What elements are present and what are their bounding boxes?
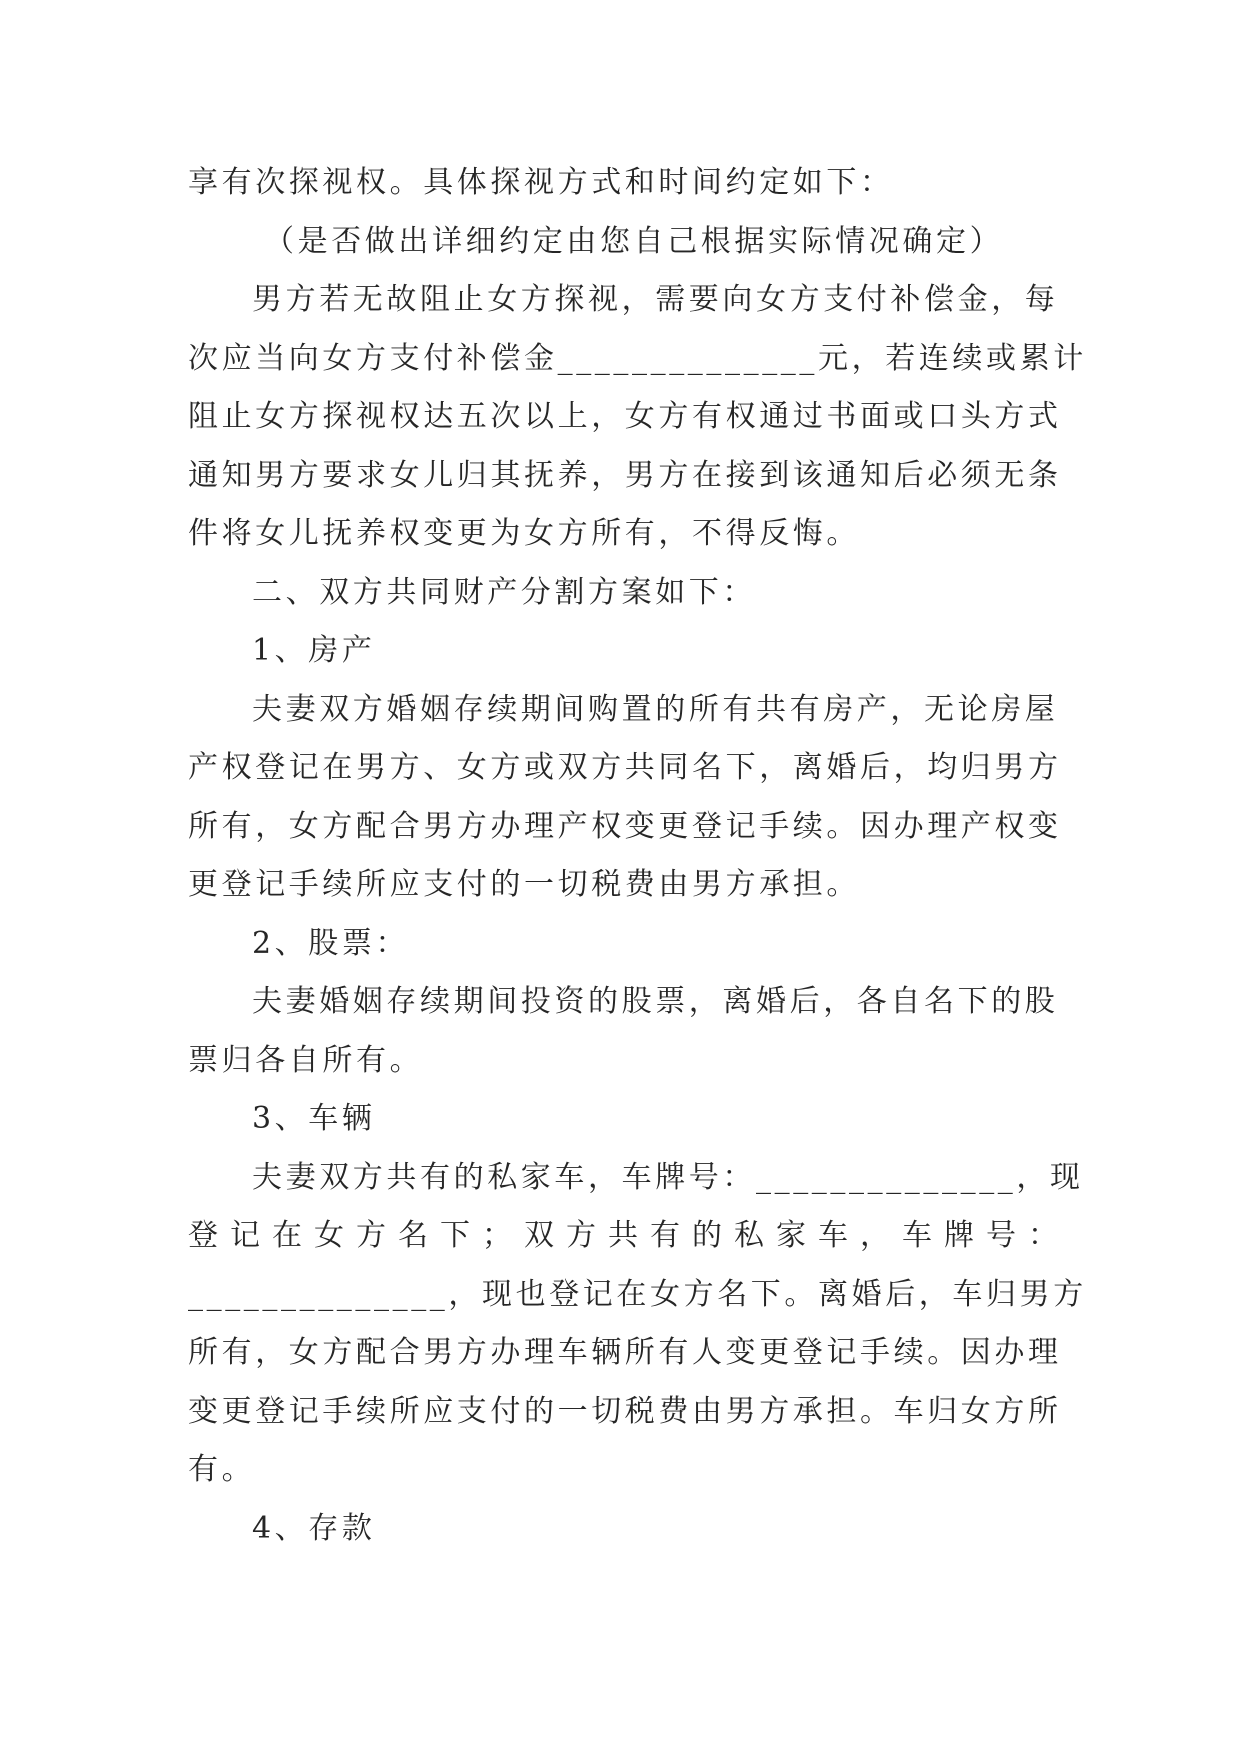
paragraph-line: 所有，女方配合男方办理产权变更登记手续。因办理产权变 (188, 808, 1062, 844)
paragraph-line: 享有次探视权。具体探视方式和时间约定如下： (188, 165, 894, 200)
paragraph-line: 夫妻双方共有的私家车，车牌号：______________，现 (252, 1159, 1084, 1195)
paragraph-line: 票归各自所有。 (188, 1042, 424, 1078)
subsection-heading: 3、车辆 (252, 1101, 376, 1136)
paragraph-line: ______________，现也登记在女方名下。离婚后，车归男方 (188, 1276, 1087, 1312)
paragraph-line: 所有，女方配合男方办理车辆所有人变更登记手续。因办理 (188, 1335, 1062, 1370)
note-line: （是否做出详细约定由您自己根据实际情况确定） (264, 223, 1004, 259)
document-body (188, 154, 1087, 1558)
subsection-heading: 1、房产 (252, 633, 376, 668)
subsection-heading: 2、股票： (252, 925, 410, 961)
paragraph-line: 次应当向女方支付补偿金______________元，若连续或累计 (188, 340, 1087, 376)
paragraph-line: 阻止女方探视权达五次以上，女方有权通过书面或口头方式 (188, 399, 1062, 434)
paragraph-line: 产权登记在男方、女方或双方共同名下，离婚后，均归男方 (188, 750, 1062, 785)
paragraph-line: 通知男方要求女儿归其抚养，男方在接到该通知后必须无条 (188, 457, 1062, 493)
paragraph-line: 有。 (188, 1452, 256, 1487)
subsection-heading: 4、存款 (252, 1510, 376, 1546)
paragraph-line: 夫妻双方婚姻存续期间购置的所有共有房产，无论房屋 (252, 691, 1059, 727)
paragraph-line: 男方若无故阻止女方探视，需要向女方支付补偿金，每 (252, 282, 1059, 317)
paragraph-line: 更登记手续所应支付的一切税费由男方承担。 (188, 867, 860, 902)
paragraph-line: 变更登记手续所应支付的一切税费由男方承担。车归女方所 (188, 1393, 1062, 1429)
paragraph-line: 夫妻婚姻存续期间投资的股票，离婚后，各自名下的股 (252, 984, 1059, 1019)
section-heading: 二、双方共同财产分割方案如下： (252, 574, 756, 610)
paragraph-line: 登记在女方名下；双方共有的私家车，车牌号： (188, 1218, 1070, 1253)
paragraph-line: 件将女儿抚养权变更为女方所有，不得反悔。 (188, 516, 860, 551)
